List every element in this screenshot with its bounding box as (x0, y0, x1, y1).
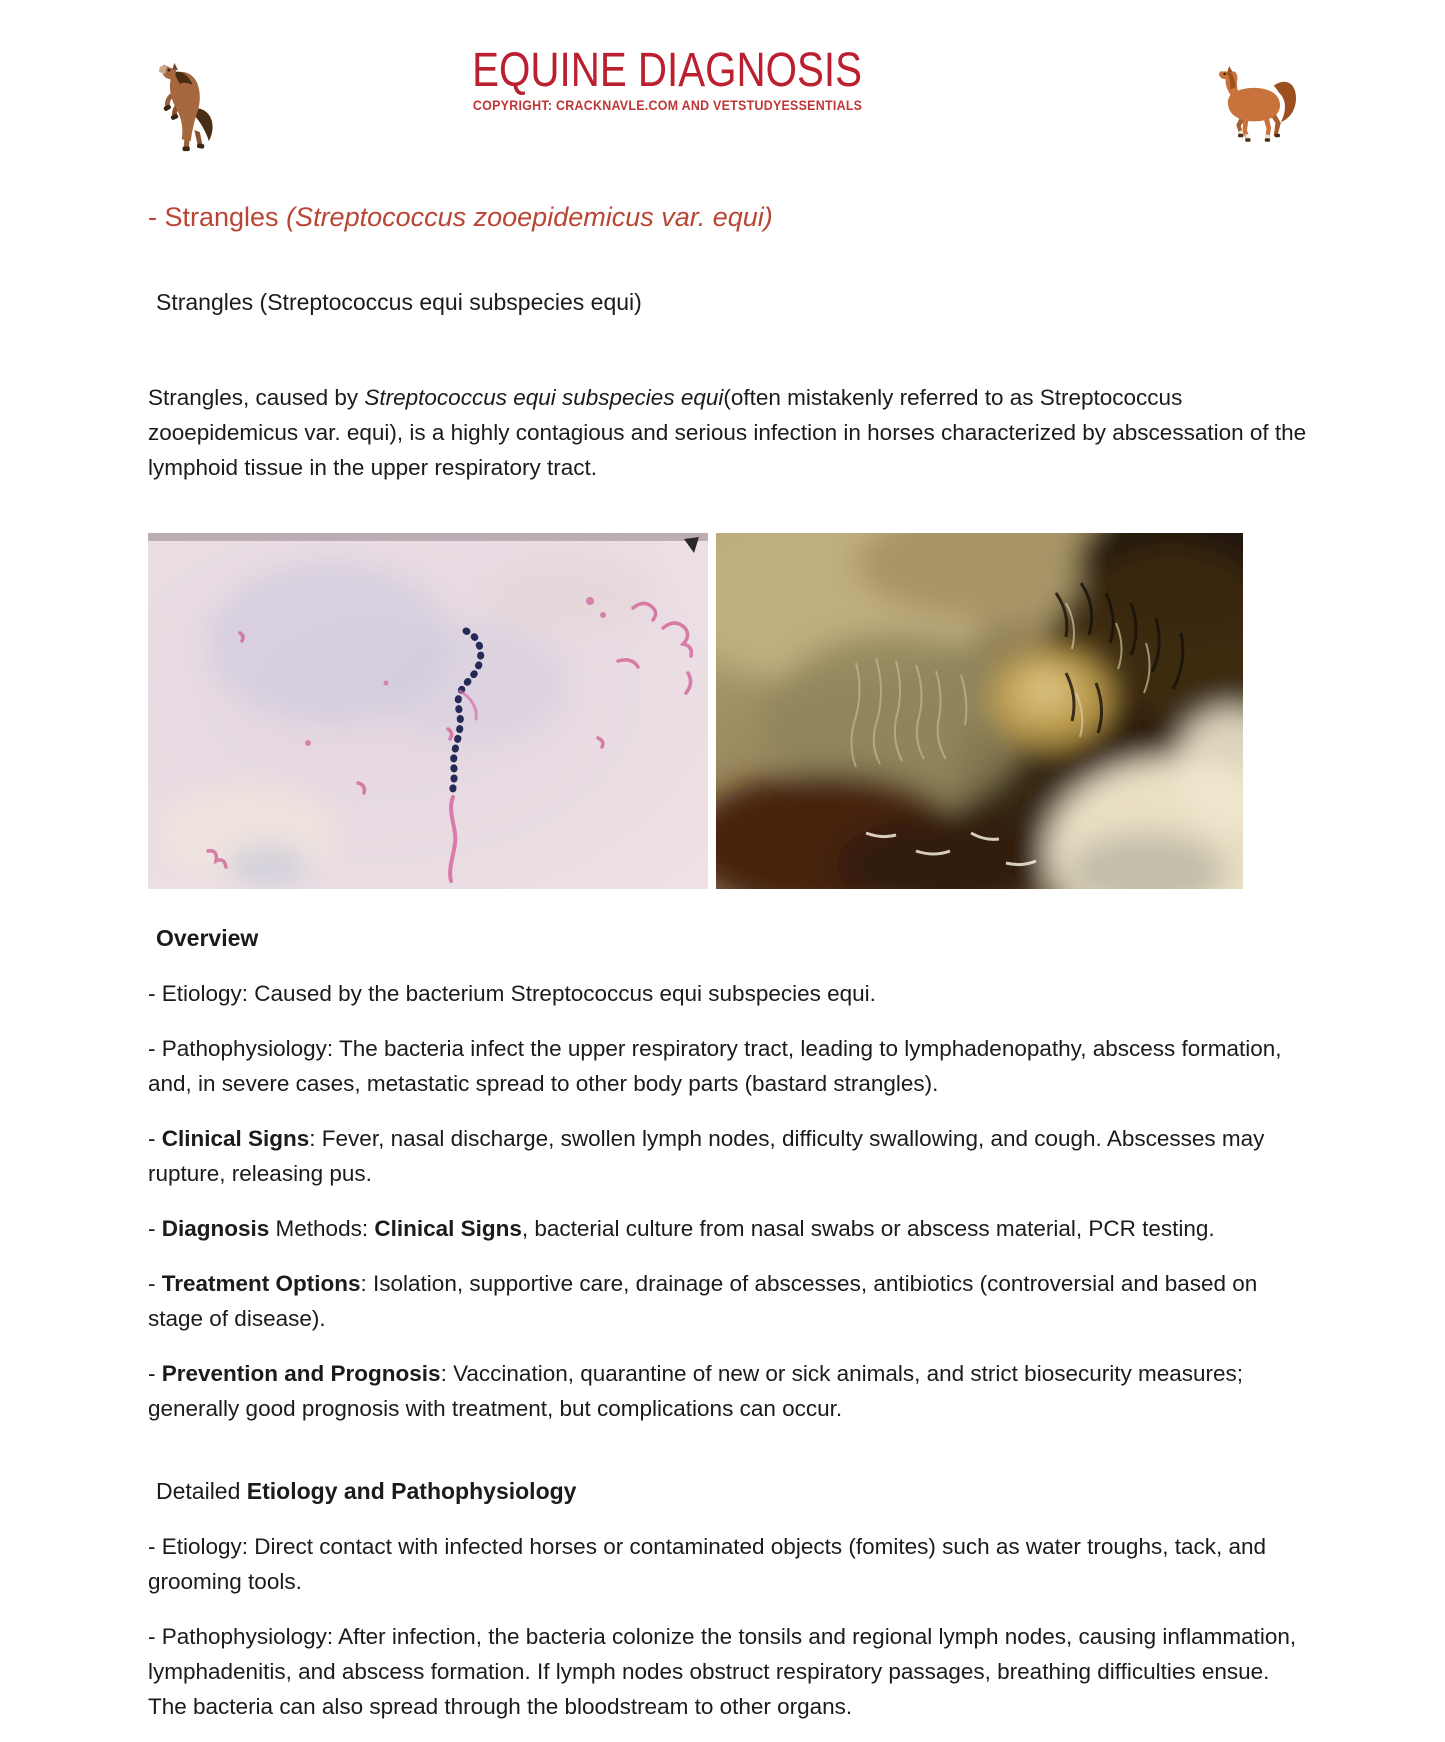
gram-stain-micrograph (148, 533, 708, 889)
overview-item-etiology: - Etiology: Caused by the bacterium Streptococcus equi subspecies equi. (148, 981, 876, 1006)
document-body (0, 202, 1445, 1724)
detailed-item-pathophysiology: - Pathophysiology: After infection, the bacteria colonize the tonsils and regional lymph nodes, causing inflammation, lymphadenitis, and abscess formation. If lymph nodes obstruct respiratory passages, breathing difficulties ensue. The bacteria can also spread through the bloodstream to other organs. (148, 1624, 1297, 1719)
overview-item-clinical-signs: - Clinical Signs: Fever, nasal discharge, swollen lymph nodes, difficulty swallowing, and cough. Abscesses may rupture, releasing pus. (148, 1126, 1265, 1186)
page-title: EQUINE DIAGNOSIS (472, 44, 863, 97)
disease-heading-italic: (Streptococcus zooepidemicus var. equi) (286, 202, 773, 232)
disease-heading: - Strangles (Streptococcus zooepidemicus var. equi) (148, 202, 773, 232)
overview-title: Overview (156, 925, 259, 951)
overview-item-diagnosis: - Diagnosis Methods: Clinical Signs, bacterial culture from nasal swabs or abscess material, PCR testing. (148, 1216, 1215, 1241)
overview-item-prevention: - Prevention and Prognosis: Vaccination, quarantine of new or sick animals, and strict biosecurity measures; generally good prognosis with treatment, but complications can occur. (148, 1361, 1244, 1421)
abscess-photo (716, 533, 1243, 889)
copyright-line: COPYRIGHT: CRACKNAVLE.COM AND VETSTUDYESSENTIALS (472, 98, 863, 114)
page-header (0, 0, 1445, 174)
overview-item-treatment: - Treatment Options: Isolation, supportive care, drainage of abscesses, antibiotics (controversial and based on stage of disease). (148, 1271, 1258, 1331)
overview-item-pathophysiology: - Pathophysiology: The bacteria infect the upper respiratory tract, leading to lymphadenopathy, abscess formation, and, in severe cases, metastatic spread to other body parts (bastard strangles). (148, 1036, 1282, 1096)
figure-row (148, 533, 1307, 889)
detailed-item-etiology: - Etiology: Direct contact with infected horses or contaminated objects (fomites) such as water troughs, tack, and grooming tools. (148, 1534, 1267, 1594)
trotting-chestnut-horse-icon (1206, 60, 1304, 146)
disease-subheading: Strangles (Streptococcus equi subspecies equi) (156, 289, 642, 315)
detailed-section-title: Detailed Etiology and Pathophysiology (156, 1478, 577, 1504)
intro-paragraph: Strangles, caused by Streptococcus equi subspecies equi(often mistakenly referred to as Streptococcus zooepidemicus var. equi), is a highly contagious and serious infection in horses characterized by abscessation of the lymphoid tissue in the upper respiratory tract. (148, 385, 1307, 480)
rearing-bay-horse-icon (146, 52, 230, 152)
